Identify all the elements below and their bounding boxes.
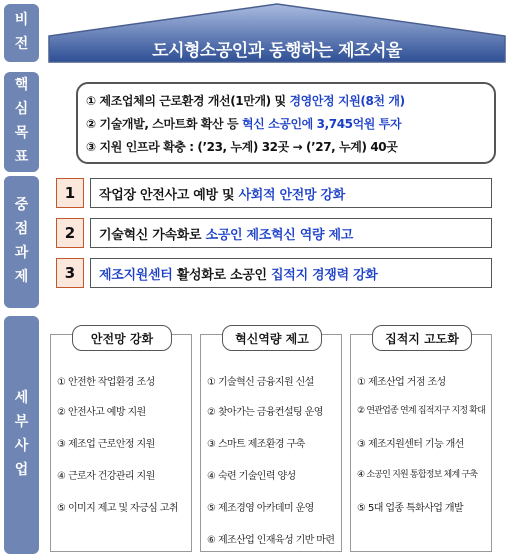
list-item: ⑤ 이미지 제고 및 자긍심 고취: [57, 503, 178, 514]
list-item: ② 찾아가는 금융컨설팅 운영: [207, 407, 323, 418]
list-item: ④ 근로자 건강관리 지원: [57, 471, 155, 482]
task-text: 제조지원센터 활성화로 소공인 집적지 경쟁력 강화: [90, 258, 492, 288]
list-item: ⑥ 제조산업 인재육성 기반 마련: [207, 535, 335, 546]
goal-line-2: ② 기술개발, 스마트화 확산 등 혁신 소공인에 3,745억원 투자: [86, 117, 402, 131]
side-label-tasks: 중 점 과 제: [4, 176, 39, 308]
list-item: ② 연관업종 연계 집적지구 지정 확대: [357, 406, 486, 416]
goals-box: [76, 82, 496, 164]
task-3: [56, 258, 492, 288]
task-number: 2: [56, 218, 84, 248]
detail-column-safety: [50, 331, 192, 552]
goal-line-3: ③ 지원 인프라 확충 : (’23, 누계) 32곳 → (’27, 누계) 40곳: [86, 140, 398, 154]
task-text: 작업장 안전사고 예방 및 사회적 안전망 강화: [90, 178, 492, 208]
side-label-vision: 비 전: [4, 4, 39, 62]
side-label-details: 세 부 사 업: [4, 316, 39, 554]
list-item: ③ 제조지원센터 기능 개선: [357, 439, 464, 450]
list-item: ③ 스마트 제조환경 구축: [207, 439, 305, 450]
task-1: [56, 178, 492, 208]
detail-column-innovation: [200, 331, 342, 552]
list-item: ⑤ 5대 업종 특화사업 개발: [357, 503, 463, 514]
detail-column-cluster: [350, 331, 492, 552]
column-title: 혁신역량 제고: [222, 325, 322, 351]
list-item: ④ 소공인 지원 통합정보 체계 구축: [357, 470, 478, 480]
list-item: ① 기술혁신 금융지원 신설: [207, 377, 314, 388]
list-item: ④ 숙련 기술인력 양성: [207, 471, 296, 482]
task-number: 1: [56, 178, 84, 208]
column-title: 집적지 고도화: [372, 325, 472, 351]
list-item: ① 안전한 작업환경 조성: [57, 377, 155, 388]
task-number: 3: [56, 258, 84, 288]
column-title: 안전망 강화: [72, 325, 172, 351]
list-item: ① 제조산업 거점 조성: [357, 377, 446, 388]
vision-title: 도시형소공인과 동행하는 제조서울: [152, 41, 402, 61]
task-text: 기술혁신 가속화로 소공인 제조혁신 역량 제고: [90, 218, 492, 248]
vision-banner: [46, 2, 508, 64]
goal-line-1: ① 제조업체의 근로환경 개선(1만개) 및 경영안정 지원(8천 개): [86, 94, 405, 108]
list-item: ② 안전사고 예방 지원: [57, 407, 146, 418]
list-item: ③ 제조업 근로안정 지원: [57, 439, 155, 450]
task-2: [56, 218, 492, 248]
list-item: ⑤ 제조경영 아카데미 운영: [207, 503, 314, 514]
side-label-goals: 핵 심 목 표: [4, 72, 39, 172]
